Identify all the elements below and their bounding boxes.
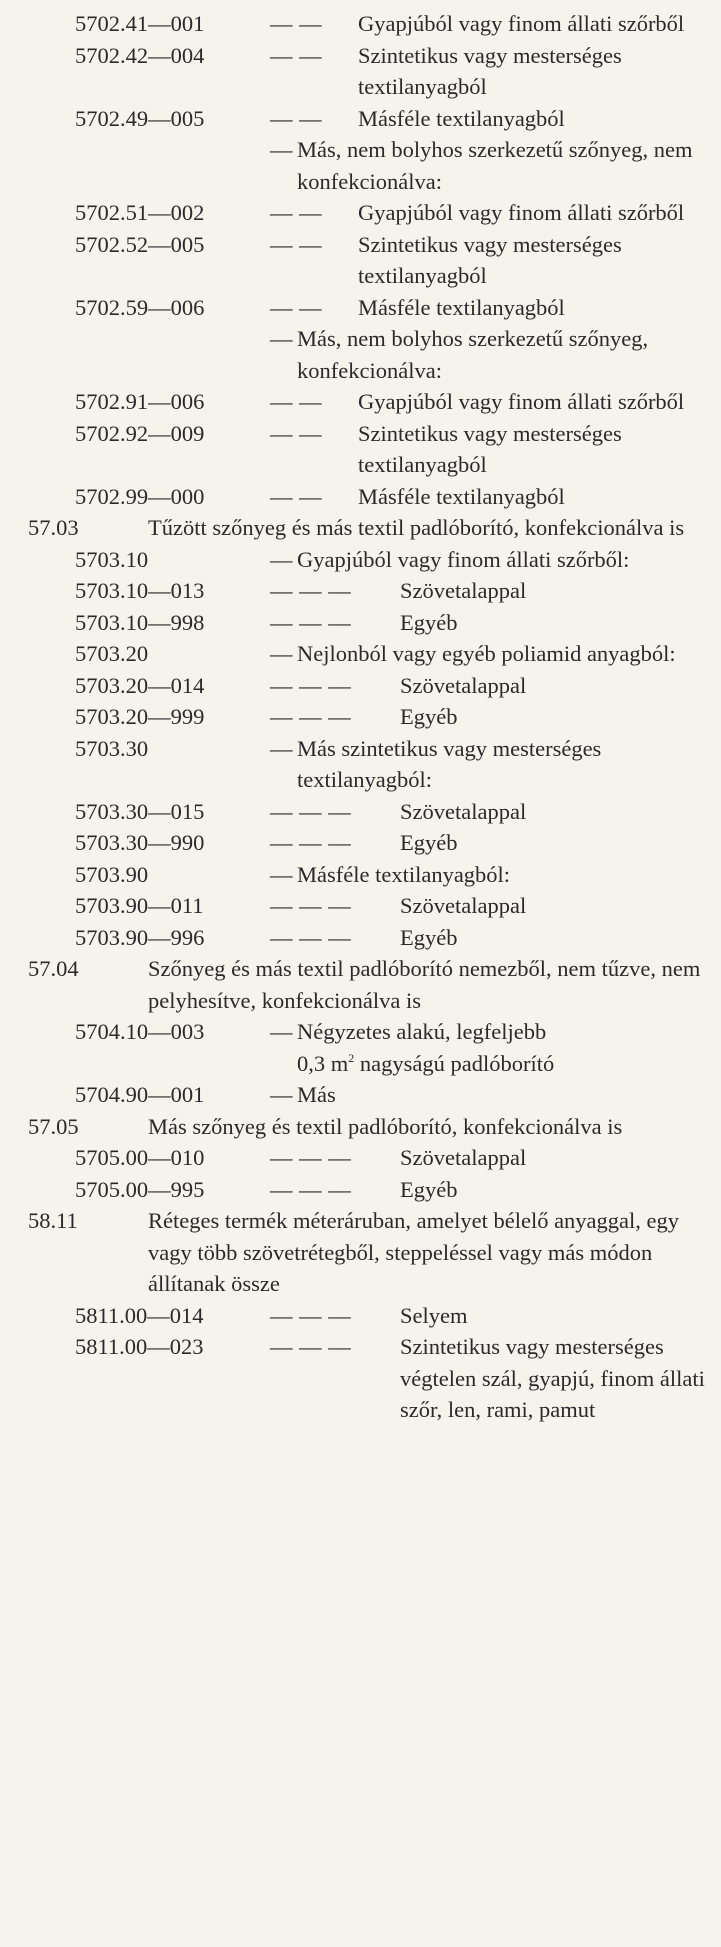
item-description [297, 323, 707, 386]
item-code: 5703.90—996 [75, 924, 205, 950]
indent-dashes: — [270, 326, 293, 351]
item-description [400, 1331, 715, 1426]
item-description-text: Más, nem bolyhos szerkezetű szőnyeg, nem konfekcionálva: [297, 137, 693, 194]
heading-code: 57.05 [28, 1113, 79, 1139]
code-row [0, 827, 721, 859]
code-row [0, 701, 721, 733]
item-code: 5702.52—005 [75, 231, 205, 257]
heading-row [0, 512, 721, 544]
item-description [400, 670, 715, 702]
indent-dashes: — — [270, 389, 323, 414]
item-code: 5705.00—995 [75, 1176, 205, 1202]
heading-row [0, 1111, 721, 1143]
code-row [0, 1016, 721, 1079]
heading-row [0, 1205, 721, 1300]
indent-dashes: — — — [270, 798, 352, 824]
item-code: 5703.30—015 [75, 798, 205, 824]
indent-dashes: — — — [270, 578, 352, 603]
item-code: 5702.51—002 [75, 200, 205, 225]
item-description [358, 103, 713, 135]
code-row [0, 733, 721, 796]
code-row [0, 1079, 721, 1111]
code-row [0, 638, 721, 670]
heading-text: Tűzött szőnyeg és más textil padlóborító, konfekcionálva is [148, 515, 685, 540]
item-code: 5704.10—003 [75, 1019, 205, 1044]
item-description [400, 701, 715, 733]
heading-text: Réteges termék méteráruban, amelyet bélelő anyaggal, egy vagy több szövetrétegből, steppeléssel vagy más módon állítanak össze [148, 1208, 680, 1296]
item-description [358, 418, 713, 481]
item-description-text: Gyapjúból vagy finom állati szőrből [358, 389, 685, 414]
item-description [400, 922, 715, 954]
indent-dashes: — — [270, 294, 323, 320]
item-code: 5703.10 [75, 546, 149, 572]
code-row [0, 575, 721, 607]
item-description [400, 827, 715, 859]
item-code: 5702.99—000 [75, 483, 205, 509]
indent-dashes: — — — [270, 1176, 352, 1202]
indent-dashes: — [270, 546, 293, 572]
item-code: 5703.30 [75, 735, 149, 761]
item-code: 5702.59—006 [75, 294, 205, 320]
item-description [358, 386, 713, 418]
code-row [0, 229, 721, 292]
code-row [0, 197, 721, 229]
indent-dashes: — — — [270, 1334, 352, 1359]
heading-text: Szőnyeg és más textil padlóborító nemezből, nem tűzve, nem pelyhesítve, konfekcionálva is [148, 956, 701, 1013]
item-description [400, 796, 715, 828]
item-code: 5702.92—009 [75, 420, 205, 446]
item-description-text: Másféle textilanyagból [358, 483, 565, 509]
code-row [0, 1331, 721, 1426]
indent-dashes: — — — [270, 672, 352, 698]
item-description-text: Másféle textilanyagból [358, 294, 565, 320]
item-code: 5703.10—013 [75, 578, 205, 603]
item-description-text: Egyéb [400, 830, 458, 855]
item-description [358, 197, 713, 229]
indent-dashes: — — [270, 200, 323, 225]
code-row [0, 8, 721, 40]
heading-text: Más szőnyeg és textil padlóborító, konfekcionálva is [148, 1113, 623, 1139]
item-description [358, 292, 713, 324]
code-row [0, 890, 721, 922]
code-row [0, 859, 721, 891]
item-description-text: Másféle textilanyagból: [297, 861, 511, 887]
item-description-text: Egyéb [400, 1176, 458, 1202]
item-description-text: Selyem [400, 1302, 468, 1328]
item-description [400, 575, 715, 607]
item-code: 5703.90 [75, 861, 149, 887]
item-description-text: Egyéb [400, 609, 458, 635]
indent-dashes: — — — [270, 609, 352, 635]
item-description-text: Szövetalappal [400, 672, 527, 698]
indent-dashes: — [270, 735, 293, 761]
code-row [0, 922, 721, 954]
item-code: 5702.41—001 [75, 11, 205, 36]
item-description-text: Nejlonból vagy egyéb poliamid anyagból: [297, 641, 676, 666]
item-description-text: Más szintetikus vagy mesterséges textilanyagból: [297, 735, 602, 792]
indent-dashes: — — — [270, 830, 352, 855]
item-description [297, 1079, 707, 1111]
indent-dashes: — — — [270, 704, 352, 729]
item-description-text: Szövetalappal [400, 1145, 527, 1170]
item-code: 5702.49—005 [75, 105, 205, 131]
indent-dashes: — [270, 1019, 293, 1044]
item-description [297, 859, 707, 891]
item-description-text: Szövetalappal [400, 798, 527, 824]
item-description-text: Gyapjúból vagy finom állati szőrből: [297, 546, 630, 572]
item-code: 5705.00—010 [75, 1145, 205, 1170]
indent-dashes: — [270, 641, 293, 666]
item-description [400, 1174, 715, 1206]
code-row [0, 134, 721, 197]
code-row [0, 670, 721, 702]
item-description-text: Szövetalappal [400, 578, 527, 603]
code-row [0, 607, 721, 639]
code-row [0, 292, 721, 324]
item-description [358, 481, 713, 513]
item-description-text: Gyapjúból vagy finom állati szőrből [358, 200, 685, 225]
item-code: 5811.00—014 [75, 1302, 204, 1328]
code-row [0, 1142, 721, 1174]
code-row [0, 796, 721, 828]
indent-dashes: — — [270, 420, 323, 446]
indent-dashes: — — — [270, 924, 352, 950]
item-description [400, 1300, 715, 1332]
superscript: 2 [348, 1050, 355, 1065]
item-code: 5703.20—014 [75, 672, 205, 698]
item-description-text: Négyzetes alakú, legfeljebb [297, 1019, 547, 1044]
heading-row [0, 953, 721, 1016]
indent-dashes: — — [270, 42, 323, 68]
item-code: 5702.91—006 [75, 389, 205, 414]
item-description [358, 40, 713, 103]
indent-dashes: — — [270, 105, 323, 131]
item-description-text: Más, nem bolyhos szerkezetű szőnyeg, konfekcionálva: [297, 326, 649, 383]
item-description [297, 733, 707, 796]
indent-dashes: — — [270, 11, 323, 36]
item-description [358, 229, 713, 292]
item-description-text: Egyéb [400, 924, 458, 950]
indent-dashes: — — — [270, 893, 352, 918]
indent-dashes: — [270, 861, 293, 887]
item-description-text: Szintetikus vagy mesterséges textilanyagból [358, 42, 622, 99]
item-description-text: Szintetikus vagy mesterséges textilanyagból [358, 420, 622, 477]
item-description-text: Szintetikus vagy mesterséges végtelen szál, gyapjú, finom állati szőr, len, rami, pamut [400, 1334, 705, 1422]
indent-dashes: — — [270, 231, 323, 257]
item-description-text: Másféle textilanyagból [358, 105, 565, 131]
item-code: 5704.90—001 [75, 1082, 205, 1107]
item-description [358, 8, 713, 40]
code-row [0, 481, 721, 513]
item-description [297, 1016, 707, 1079]
code-row [0, 544, 721, 576]
item-description-text-3: nagyságú padlóborító [354, 1050, 555, 1076]
item-description [297, 544, 707, 576]
indent-dashes: — [270, 137, 293, 162]
code-row [0, 1174, 721, 1206]
heading-code: 58.11 [28, 1208, 78, 1233]
code-row [0, 1300, 721, 1332]
heading-code: 57.04 [28, 956, 79, 981]
item-code: 5703.20—999 [75, 704, 205, 729]
code-row [0, 103, 721, 135]
item-description [400, 890, 715, 922]
item-description-text: Gyapjúból vagy finom állati szőrből [358, 11, 685, 36]
item-description [400, 1142, 715, 1174]
item-code: 5811.00—023 [75, 1334, 204, 1359]
code-row [0, 323, 721, 386]
item-description [297, 134, 707, 197]
item-description-text: Szintetikus vagy mesterséges textilanyagból [358, 231, 622, 288]
item-code: 5703.30—990 [75, 830, 205, 855]
item-description-text: Más [297, 1082, 336, 1107]
item-description-text-2: 0,3 m [297, 1050, 349, 1076]
item-description [400, 607, 715, 639]
indent-dashes: — — — [270, 1302, 352, 1328]
code-row [0, 40, 721, 103]
indent-dashes: — — — [270, 1145, 352, 1170]
item-code: 5703.20 [75, 641, 149, 666]
code-row [0, 386, 721, 418]
item-code: 5703.10—998 [75, 609, 205, 635]
item-description-text: Szövetalappal [400, 893, 527, 918]
item-code: 5703.90—011 [75, 893, 204, 918]
heading-code: 57.03 [28, 515, 79, 540]
indent-dashes: — [270, 1082, 293, 1107]
item-code: 5702.42—004 [75, 42, 205, 68]
code-row [0, 418, 721, 481]
item-description-text: Egyéb [400, 704, 458, 729]
indent-dashes: — — [270, 483, 323, 509]
item-description [297, 638, 707, 670]
